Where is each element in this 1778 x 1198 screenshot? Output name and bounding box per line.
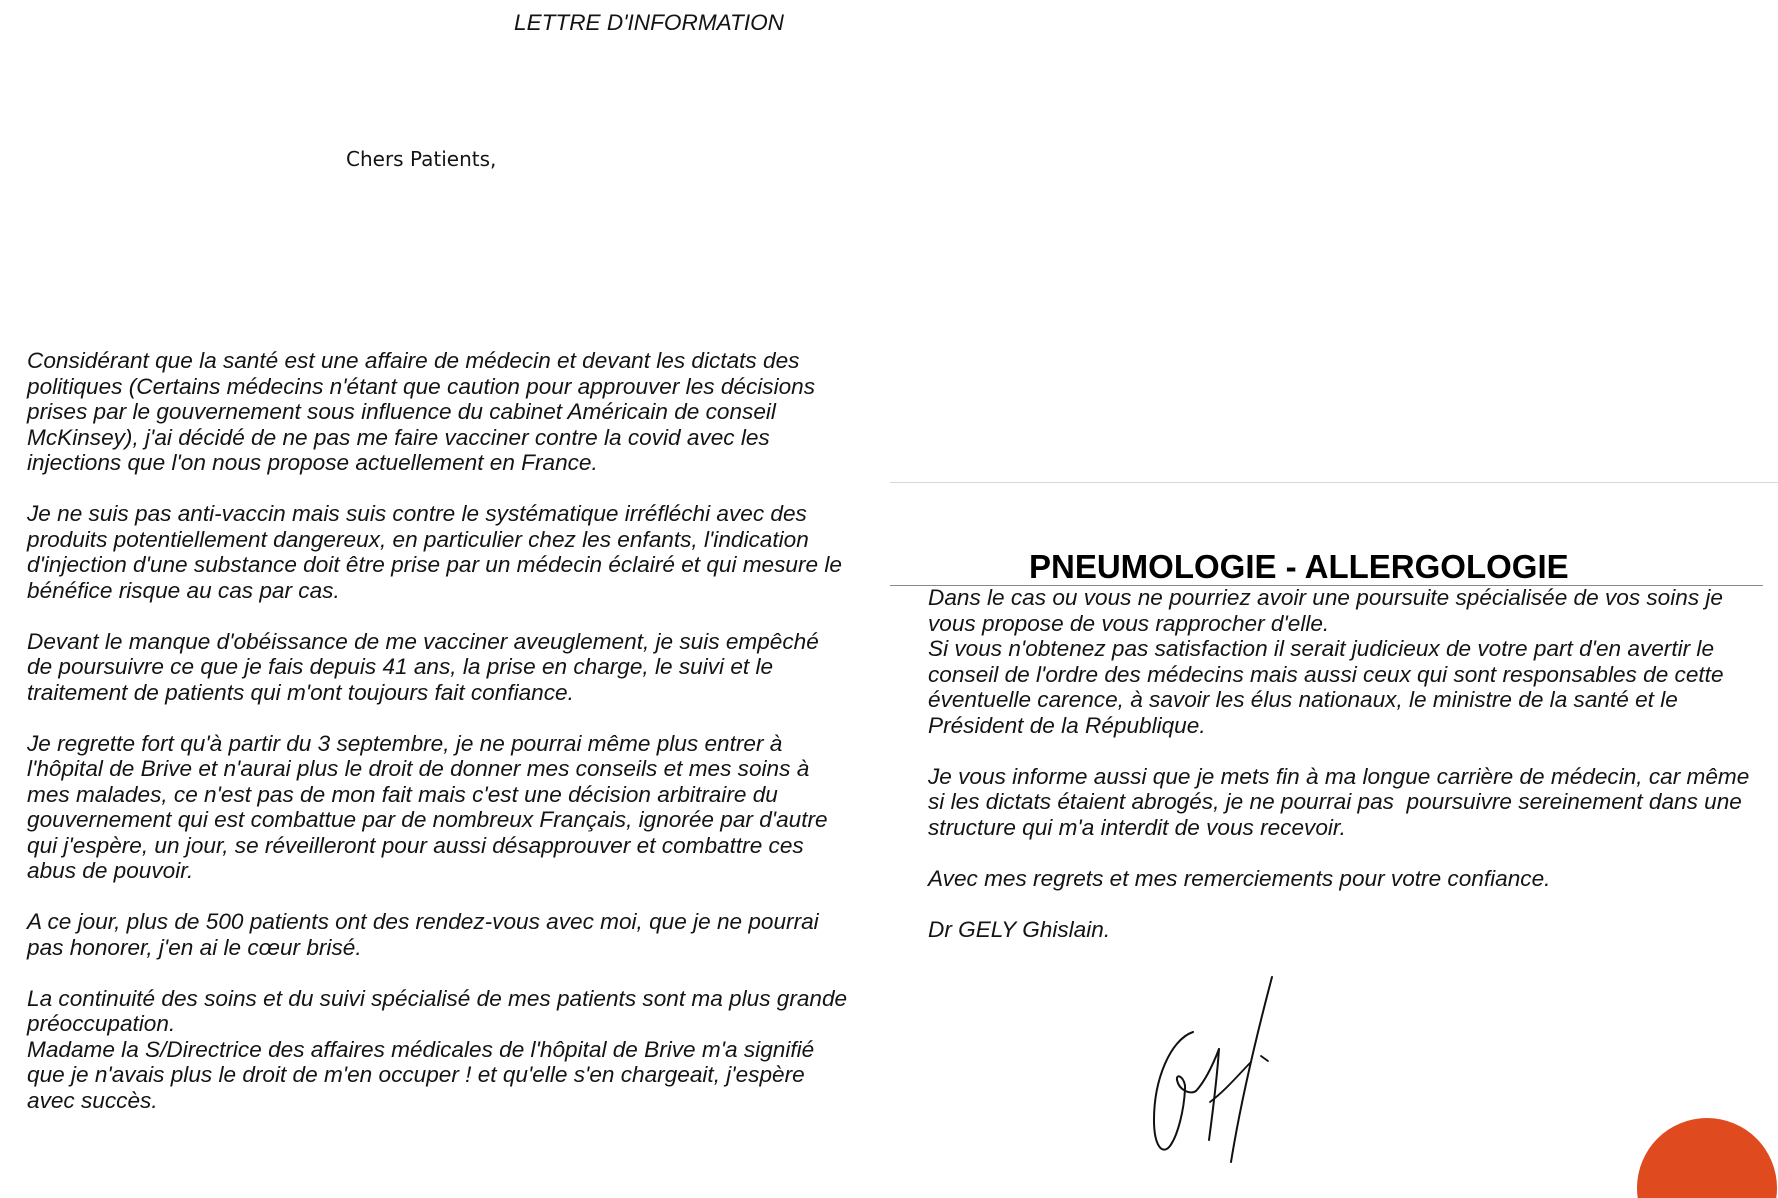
- handwritten-signature: [1140, 970, 1290, 1170]
- paragraph: Je ne suis pas anti-vaccin mais suis contre le systématique irréfléchi avec des produits potentiellement dangereux, en particulier chez les enfants, l'indication d'injection d'une substance doit être prise par un médecin éclairé et qui mesure le bénéfice risque au cas par cas.: [27, 501, 842, 603]
- closing-line: Avec mes regrets et mes remerciements pour votre confiance.: [928, 865, 1551, 891]
- letter-left-column: [27, 348, 907, 1139]
- orange-circle-shape: [1620, 1110, 1778, 1198]
- paragraph: Je regrette fort qu'à partir du 3 septembre, je ne pourrai même plus entrer à l'hôpital de Brive et n'aurai plus le droit de donner mes conseils et mes soins à mes malades, ce n'est pas de mon fait mais c'est une décision arbitraire du gouvernement qui est combattue par de nombreux Français, ignorée par d'autre qui j'espère, un jour, se réveilleront pour aussi désapprouver et combattre ces abus de pouvoir.: [27, 730, 828, 883]
- letterhead-specialty-heading: PNEUMOLOGIE - ALLERGOLOGIE: [1029, 548, 1569, 585]
- signatory-name: Dr GELY Ghislain.: [928, 916, 1111, 942]
- salutation: Chers Patients,: [346, 147, 497, 171]
- letter-right-column: [928, 585, 1768, 968]
- paragraph: Dans le cas ou vous ne pourriez avoir une poursuite spécialisée de vos soins je vous propose de vous rapprocher d'elle. Si vous n'obtenez pas satisfaction il serait judicieux de votre part d'en avertir le conseil de l'ordre des médecins mais aussi ceux qui sont responsables de cette éventuelle carence, à savoir les élus nationaux, le ministre de la santé et le Président de la République.: [928, 585, 1724, 738]
- paragraph: A ce jour, plus de 500 patients ont des rendez-vous avec moi, que je ne pourrai pas honorer, j'en ai le cœur brisé.: [27, 909, 819, 960]
- page-divider: [890, 482, 1778, 483]
- paragraph: Considérant que la santé est une affaire de médecin et devant les dictats des politiques (Certains médecins n'étant que caution pour approuver les décisions prises par le gouvernement sous influence du cabinet Américain de conseil McKinsey), j'ai décidé de ne pas me faire vacciner contre la covid avec les injections que l'on nous propose actuellement en France.: [27, 348, 816, 475]
- document-title: LETTRE D'INFORMATION: [514, 10, 784, 35]
- paragraph: La continuité des soins et du suivi spécialisé de mes patients sont ma plus grande préoccupation. Madame la S/Directrice des affaires médicales de l'hôpital de Brive m'a signifié que je n'avais plus le droit de m'en occuper ! et qu'elle s'en chargeait, j'espère avec succès.: [27, 985, 848, 1113]
- paragraph: Je vous informe aussi que je mets fin à ma longue carrière de médecin, car même si les dictats étaient abrogés, je ne pourrai pas poursuivre sereinement dans une structure qui m'a interdit de vous recevoir.: [928, 763, 1750, 840]
- paragraph: Devant le manque d'obéissance de me vacciner aveuglement, je suis empêché de poursuivre ce que je fais depuis 41 ans, la prise en charge, le suivi et le traitement de patients qui m'ont toujours fait confiance.: [27, 628, 819, 705]
